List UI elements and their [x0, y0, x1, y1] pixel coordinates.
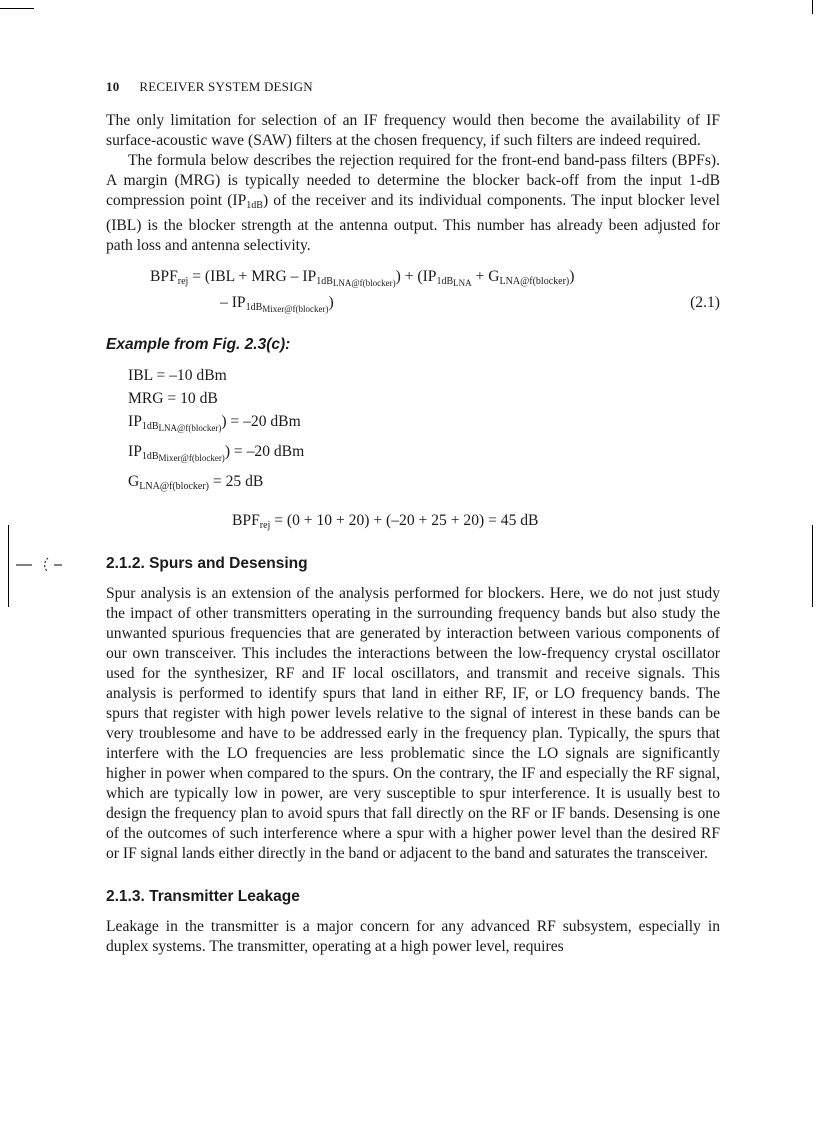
running-title: RECEIVER SYSTEM DESIGN [139, 79, 313, 94]
paragraph-spurs: Spur analysis is an extension of the analysis performed for blockers. Here, we do not just study the impact of other transmitters operating in the surrounding frequency bands but also study the unwanted spurious frequencies that are generated by interaction between various components of our own transceiver. This includes the interactions between the low-frequency crystal oscillator used for the synthesizer, RF and IF local oscillators, and transmit and receive signals. This analysis is performed to identify spurs that land in either RF, IF, or LO frequency bands. The spurs that register with high power levels relative to the signal of interest in these bands can be very troublesome and have to be addressed early in the frequency plan. Typically, the spurs that interfere with the LO frequencies are less problematic since the LO signals are significantly higher in power when compared to the spurs. On the contrary, the IF and especially the RF signal, which are typically low in power, are very susceptible to spur interference. It is usually best to design the frequency plan to avoid spurs that fall directly on the RF or IF bands. Desensing is one of the outcomes of such interference where a spur with a higher power level than the desired RF or IF signal lands either directly in the band or adjacent to the band and saturates the transceiver. [106, 585, 720, 862]
crop-mark-left [8, 525, 9, 607]
bpf-result: $BPF_{rej} = (0 + 10 + 20) + (-20 + 25 + 20) = 45$ dB [232, 512, 539, 531]
example-values [128, 364, 720, 498]
page-number: 10 [106, 79, 120, 94]
page-content [106, 79, 720, 957]
paragraph-formula-intro: The formula below describes the rejection required for the front-end band-pass filters (BPFs). A margin (MRG) is typically needed to determine the blocker back-off from the input 1-dB compression point $(IP_{1dB})$ of the receiver and its individual components. The input blocker level (IBL) is the blocker strength at the antenna output. This number has already been adjusted for path loss and antenna selectivity. [106, 152, 720, 254]
equation-line-1: $BPF_{rej} = (IBL$ + MRG – $IP_{1dB_{LNA@f(blocker)}}) + (IP_{1dB_{LNA}} + G_{LNA@f(blocker)})$ [150, 268, 575, 288]
crop-mark-right [812, 525, 813, 607]
value-ip-lna: $IP_{1dB_{LNA@f(blocker)}}) = -20$ dBm [128, 413, 301, 433]
crop-mark-top-right [812, 0, 813, 14]
value-mrg: MRG = 10 dB [128, 390, 218, 407]
equation-line-2: – $IP_{1dB_{Mixer@f(blocker)}}$) [220, 294, 334, 314]
equation-number: (2.1) [690, 294, 720, 311]
value-ibl: IBL = –10 dBm [128, 367, 227, 384]
value-ip-mixer: $IP_{1dB_{Mixer@f(blocker)}}) = -20$ dBm [128, 443, 305, 463]
running-head [106, 79, 720, 95]
heading-transmitter-leakage: 2.1.3. Transmitter Leakage [106, 888, 300, 905]
crop-mark-top-left [0, 8, 34, 9]
value-g-lna: $G_{LNA@f(blocker)} = 25$ dB [128, 473, 264, 492]
paragraph-intro: The only limitation for selection of an IF frequency would then become the availability of IF surface-acoustic wave (SAW) filters at the chosen frequency, if such filters are indeed required. [106, 112, 720, 149]
heading-spurs-desensing: 2.1.2. Spurs and Desensing [106, 555, 308, 572]
example-heading: Example from Fig. 2.3(c): [106, 336, 291, 353]
paragraph-leakage: Leakage in the transmitter is a major concern for any advanced RF subsystem, especially in duplex systems. The transmitter, operating at a high power level, requires [106, 918, 720, 955]
equation-2-1 [106, 268, 720, 318]
registration-mark-icon [14, 550, 64, 580]
